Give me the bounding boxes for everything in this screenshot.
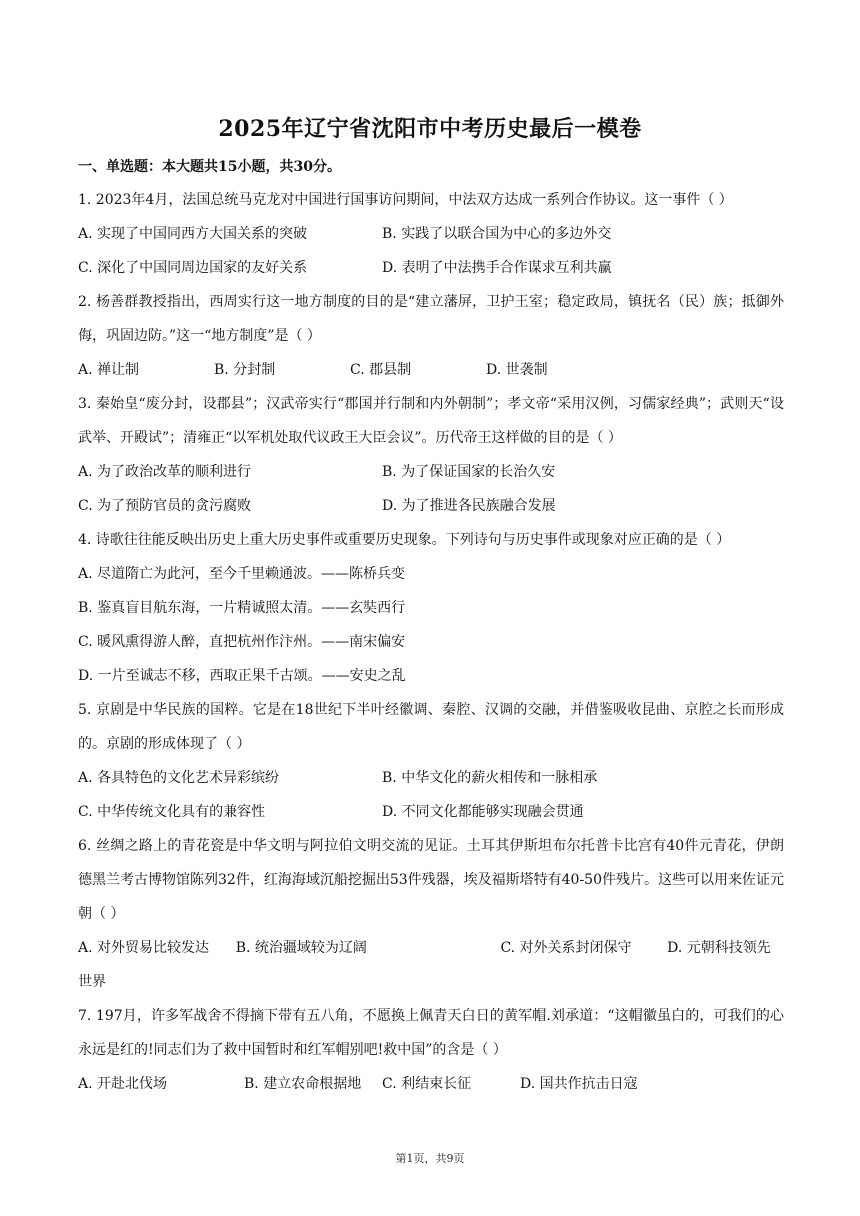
- option-c: C. 对外关系封闭保守: [500, 940, 632, 956]
- option-d: D. 元朝科技领先世界: [78, 940, 771, 990]
- question-stem: 6. 丝绸之路上的青花瓷是中华文明与阿拉伯文明交流的见证。土耳其伊斯坦布尔托普卡比宫有40件元青花，伊朗德黑兰考古博物馆陈列32件，红海海域沉船挖掘出53件残器，埃及福斯塔特有40-50件残片。这些可以用来佐证元朝（ ）: [78, 838, 784, 922]
- option-c: C. 为了预防官员的贪污腐败: [78, 498, 252, 514]
- option-d: D. 世袭制: [486, 362, 548, 378]
- option-d: D. 国共作抗击日寇: [520, 1076, 638, 1092]
- option-b: B. 统治疆域较为辽阔: [235, 940, 367, 956]
- option-d: D. 为了推进各民族融合发展: [382, 498, 556, 514]
- option-c: C. 深化了中国同周边国家的友好关系: [78, 260, 308, 276]
- option-group: [78, 557, 784, 693]
- page-number: 第1页，共9页: [395, 1152, 465, 1165]
- question-1: [78, 183, 784, 285]
- question-list: [78, 183, 784, 1101]
- option-a: A. 尽道隋亡为此河，至今千里赖通波。——陈桥兵变: [78, 566, 406, 582]
- option-c: C. 利结束长征: [382, 1076, 472, 1092]
- option-c: C. 郡县制: [350, 362, 412, 378]
- question-4: [78, 523, 784, 693]
- option-d: D. 一片至诚志不移，西取正果千古颂。——安史之乱: [78, 668, 406, 684]
- question-stem: 4. 诗歌往往能反映出历史上重大历史事件或重要历史现象。下列诗句与历史事件或现象对应正确的是（ ）: [78, 532, 731, 548]
- option-a: A. 为了政治改革的顺利进行: [78, 464, 252, 480]
- option-group: [78, 217, 784, 285]
- option-b: B. 实践了以联合国为中心的多边外交: [382, 226, 612, 242]
- option-group: [78, 761, 784, 829]
- question-5: [78, 693, 784, 829]
- option-group: [78, 931, 784, 999]
- question-stem: 2. 杨善群教授指出，西周实行这一地方制度的目的是“建立藩屏，卫护王室；稳定政局，镇抚名（民）族；抵御外侮，巩固边防。”这一“地方制度”是（ ）: [78, 294, 784, 344]
- option-a: A. 实现了中国同西方大国关系的突破: [78, 226, 308, 242]
- question-stem: 3. 秦始皇“废分封，设郡县”；汉武帝实行“郡国并行制和内外朝制”；孝文帝“采用汉例，习儒家经典”；武则天“设武举、开殿试”；清雍正“以军机处取代议政王大臣会议”。历代帝王这样做的目的是（ ）: [78, 396, 784, 446]
- option-a: A. 对外贸易比较发达: [78, 940, 210, 956]
- section-heading: 一、单选题：本大题共15小题，共30分。: [78, 159, 341, 175]
- question-stem: 7. 197月，许多军战舍不得摘下带有五八角，不愿换上佩青天白日的黄军帽.刘承道：“这帽徽虽白的，可我们的心永远是红的!同志们为了救中国暂时和红军帽别吧!救中国”的含是（ ）: [78, 1008, 784, 1058]
- option-a: A. 各具特色的文化艺术异彩缤纷: [78, 770, 280, 786]
- option-a: A. 禅让制: [78, 362, 140, 378]
- option-b: B. 中华文化的薪火相传和一脉相承: [382, 770, 598, 786]
- question-stem: 1. 2023年4月，法国总统马克龙对中国进行国事访问期间，中法双方达成一系列合作协议。这一事件（ ）: [78, 192, 733, 208]
- option-group: [78, 353, 784, 387]
- page-title: 2025年辽宁省沈阳市中考历史最后一模卷: [218, 116, 642, 142]
- option-a: A. 开赴北伐场: [78, 1076, 168, 1092]
- option-b: B. 为了保证国家的长治久安: [382, 464, 556, 480]
- option-c: C. 中华传统文化具有的兼容性: [78, 804, 266, 820]
- option-group: [78, 455, 784, 523]
- option-group: [78, 1067, 784, 1101]
- option-d: D. 不同文化都能够实现融会贯通: [382, 804, 584, 820]
- question-stem: 5. 京剧是中华民族的国粹。它是在18世纪下半叶经徽调、秦腔、汉调的交融，并借鉴吸收昆曲、京腔之长而形成的。京剧的形成体现了（ ）: [78, 702, 784, 752]
- option-b: B. 鉴真盲目航东海，一片精诚照太清。——玄奘西行: [78, 600, 406, 616]
- option-b: B. 建立农命根据地: [244, 1076, 362, 1092]
- question-3: [78, 387, 784, 523]
- option-b: B. 分封制: [214, 362, 276, 378]
- question-7: [78, 999, 784, 1101]
- question-2: [78, 285, 784, 387]
- question-6: [78, 829, 784, 999]
- option-d: D. 表明了中法携手合作谋求互利共赢: [382, 260, 612, 276]
- option-c: C. 暖风熏得游人醉，直把杭州作汴州。——南宋偏安: [78, 634, 406, 650]
